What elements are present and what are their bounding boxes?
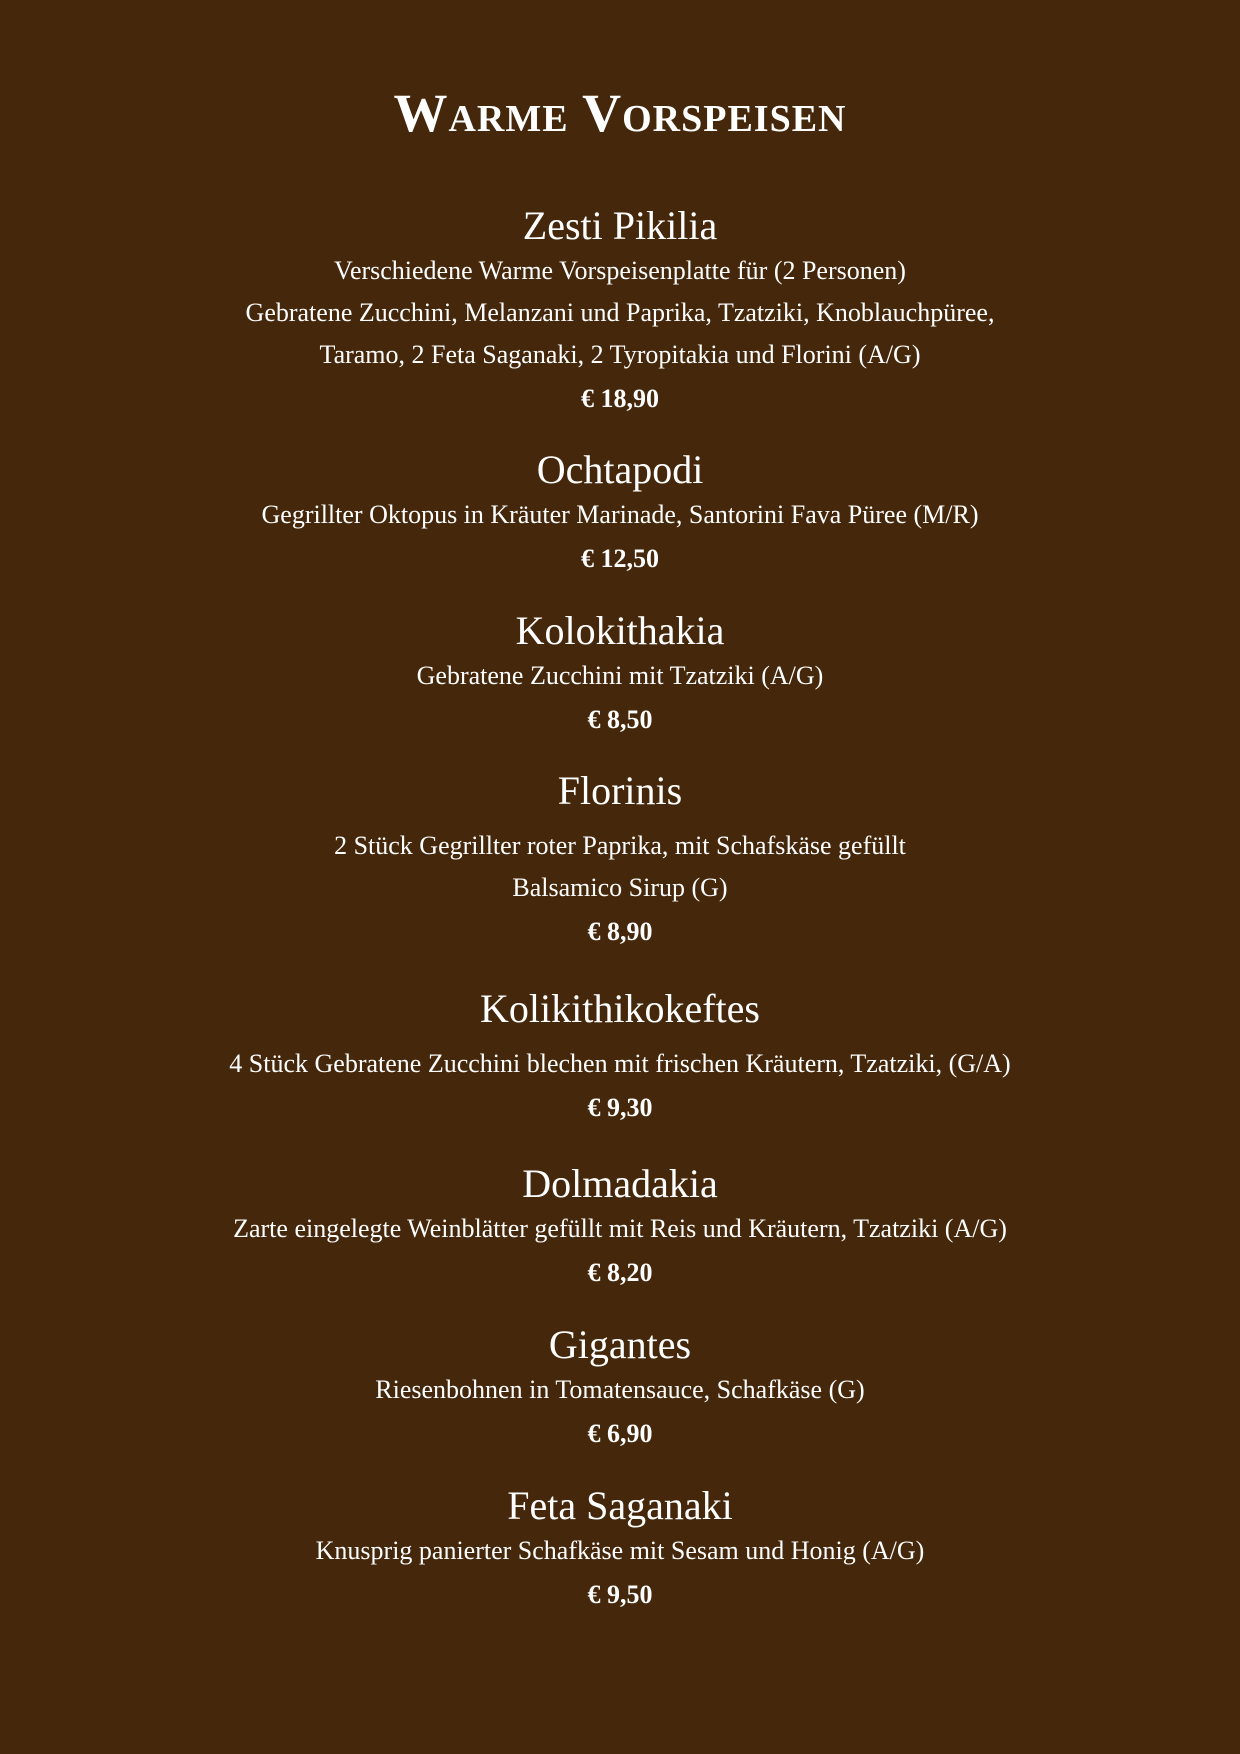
dish-description-line: Gebratene Zucchini, Melanzani und Paprika, Tzatziki, Knoblauchpüree, <box>245 298 995 327</box>
dish-description-line: Verschiedene Warme Vorspeisenplatte für (2 Personen) <box>334 256 906 285</box>
dish-description-line: 4 Stück Gebratene Zucchini blechen mit frischen Kräutern, Tzatziki, (G/A) <box>229 1049 1011 1078</box>
dish-description-line: Riesenbohnen in Tomatensauce, Schafkäse (G) <box>375 1375 865 1404</box>
dish-feta-saganaki <box>0 1482 1240 1618</box>
dish-dolmadakia <box>0 1160 1240 1296</box>
dish-price: € 8,50 <box>587 705 653 734</box>
dish-ochtapodi <box>0 446 1240 582</box>
dish-name: Kolikithikokeftes <box>480 986 760 1031</box>
dish-description-line: Taramo, 2 Feta Saganaki, 2 Tyropitakia und Florini (A/G) <box>319 340 921 369</box>
dish-price: € 8,20 <box>587 1258 653 1287</box>
dish-description-line: Knusprig panierter Schafkäse mit Sesam und Honig (A/G) <box>315 1536 925 1565</box>
dish-zesti-pikilia <box>0 202 1240 422</box>
dish-price: € 18,90 <box>581 384 659 413</box>
dish-description-line: Gebratene Zucchini mit Tzatziki (A/G) <box>416 661 824 690</box>
dish-name: Dolmadakia <box>522 1161 718 1206</box>
dish-name: Zesti Pikilia <box>522 203 718 248</box>
dish-name: Ochtapodi <box>536 447 704 492</box>
dish-kolokithakia <box>0 607 1240 743</box>
dish-price: € 9,50 <box>587 1580 653 1609</box>
dish-price: € 8,90 <box>587 917 653 946</box>
page-title: Warme Vorspeisen <box>393 83 847 143</box>
dish-price: € 12,50 <box>581 544 659 573</box>
dish-description-line: Balsamico Sirup (G) <box>512 873 728 902</box>
dish-name: Kolokithakia <box>515 608 725 653</box>
dish-description-line: 2 Stück Gegrillter roter Paprika, mit Schafskäse gefüllt <box>334 831 906 860</box>
dish-description-line: Zarte eingelegte Weinblätter gefüllt mit Reis und Kräutern, Tzatziki (A/G) <box>233 1214 1007 1243</box>
dish-kolikithikokeftes <box>0 985 1240 1131</box>
dish-gigantes <box>0 1321 1240 1457</box>
dish-name: Feta Saganaki <box>507 1483 733 1528</box>
dish-name: Gigantes <box>548 1322 692 1367</box>
dish-florinis <box>0 767 1240 955</box>
dish-description-line: Gegrillter Oktopus in Kräuter Marinade, Santorini Fava Püree (M/R) <box>261 500 979 529</box>
dish-price: € 6,90 <box>587 1419 653 1448</box>
dish-name: Florinis <box>557 768 683 813</box>
dish-price: € 9,30 <box>587 1093 653 1122</box>
